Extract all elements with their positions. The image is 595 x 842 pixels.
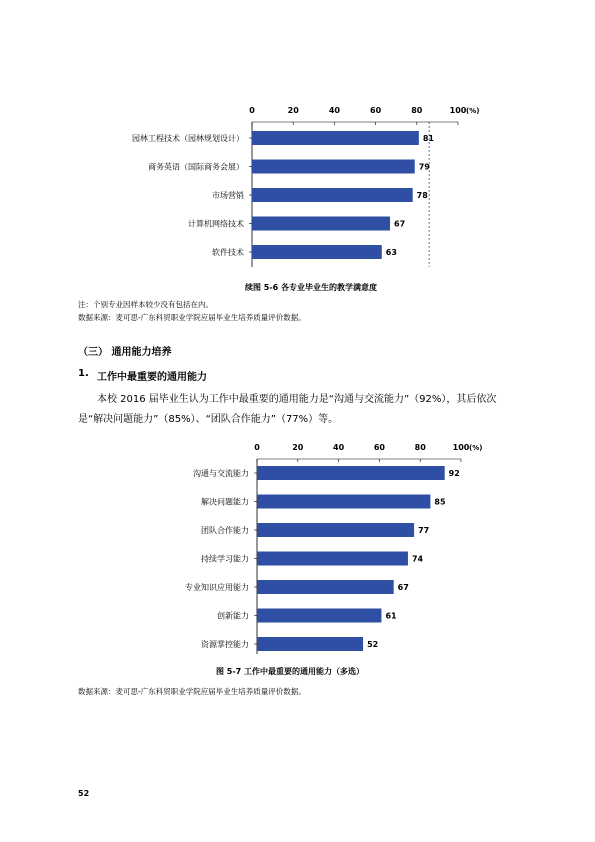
body-paragraph-line2: 是“解决问题能力”（85%）、“团队合作能力”（77%）等。	[78, 414, 339, 425]
data-label: 81	[422, 134, 435, 143]
x-tick-label: 20	[287, 106, 299, 115]
data-label: 79	[418, 162, 430, 172]
category-label: 解决问题能力	[201, 497, 249, 507]
bar	[257, 609, 381, 623]
x-tick-label: 40	[333, 443, 345, 452]
data-label: 52	[367, 640, 379, 649]
category-label: 资源掌控能力	[201, 640, 249, 649]
subsection-title: 工作中最重要的通用能力	[97, 372, 207, 383]
bar	[257, 580, 394, 594]
data-label: 77	[418, 526, 430, 535]
x-tick-label: 100	[449, 106, 467, 115]
subsection-number: 1.	[78, 368, 89, 379]
category-label: 软件技术	[212, 248, 244, 257]
x-tick-label: 60	[370, 106, 382, 115]
data-label: 67	[394, 219, 406, 229]
chart1-source: 数据来源：麦可思-广东科贸职业学院应届毕业生培养质量评价数据。	[78, 313, 306, 322]
category-label: 沟通与交流能力	[193, 469, 249, 478]
chart1-caption: 续图 5-6 各专业毕业生的教学满意度	[245, 283, 378, 292]
x-tick-label: 0	[254, 443, 260, 452]
bar	[252, 131, 419, 145]
bar	[252, 160, 415, 174]
category-label: 园林工程技术（园林规划设计）	[132, 134, 244, 143]
bar	[252, 245, 382, 259]
category-label: 创新能力	[217, 611, 249, 621]
data-label: 63	[385, 248, 397, 257]
category-label: 持续学习能力	[201, 554, 249, 564]
satisfaction-bar-chart	[0, 0, 595, 280]
section-heading: （三） 通用能力培养	[78, 347, 172, 358]
x-tick-label: 0	[249, 106, 255, 115]
category-label: 商务英语（国际商务会展）	[148, 162, 244, 172]
bar	[257, 523, 414, 537]
bar	[257, 466, 445, 480]
data-label: 61	[385, 611, 397, 621]
x-unit-label: (%)	[469, 444, 483, 452]
category-label: 专业知识应用能力	[185, 583, 249, 592]
data-label: 92	[448, 469, 460, 478]
bar	[257, 637, 363, 651]
chart2-caption: 图 5-7 工作中最重要的通用能力（多选）	[216, 667, 365, 676]
bar	[252, 188, 413, 202]
general-ability-bar-chart	[0, 430, 595, 660]
chart1-note: 注：个别专业因样本较少没有包括在内。	[78, 300, 213, 309]
x-unit-label: (%)	[466, 107, 480, 115]
x-tick-label: 80	[414, 443, 426, 452]
bar	[257, 495, 430, 509]
data-label: 85	[434, 497, 446, 507]
category-label: 计算机网络技术	[188, 219, 244, 229]
bar	[257, 552, 408, 566]
x-tick-label: 80	[411, 106, 423, 115]
bar	[252, 217, 390, 231]
page-number: 52	[78, 789, 90, 798]
data-label: 78	[416, 191, 428, 200]
category-label: 市场营销	[212, 191, 244, 200]
x-tick-label: 20	[292, 443, 304, 452]
data-label: 74	[411, 554, 424, 564]
category-label: 团队合作能力	[201, 526, 249, 535]
data-label: 67	[397, 583, 409, 592]
x-tick-label: 60	[373, 443, 385, 452]
x-tick-label: 100	[452, 443, 470, 452]
chart2-source: 数据来源：麦可思-广东科贸职业学院应届毕业生培养质量评价数据。	[78, 687, 306, 696]
body-paragraph-line1: 本校 2016 届毕业生认为工作中最重要的通用能力是“沟通与交流能力”（92%），其后依次	[97, 394, 497, 405]
x-tick-label: 40	[328, 106, 340, 115]
